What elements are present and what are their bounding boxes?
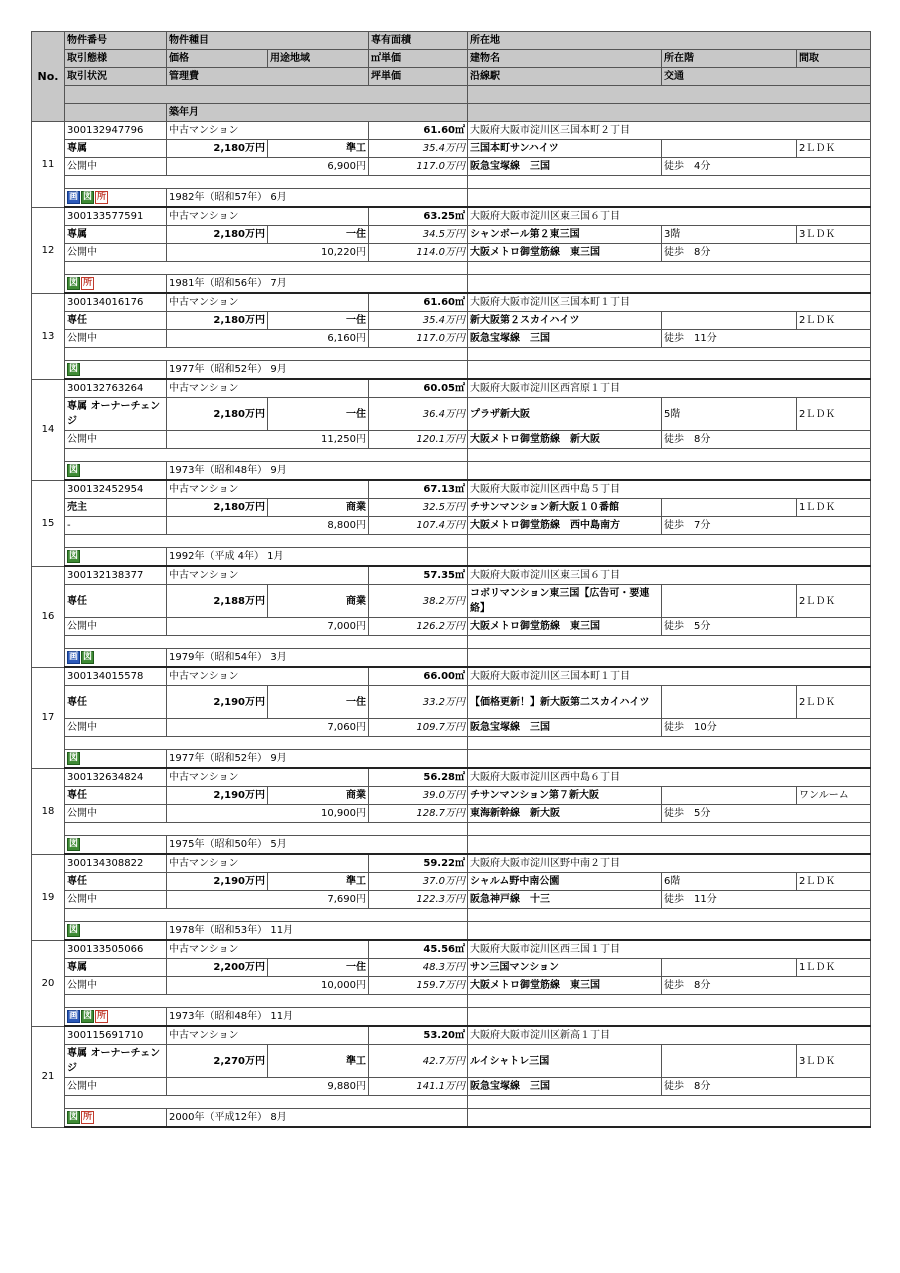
station: 大阪メトロ御堂筋線 東三国 [468, 618, 662, 636]
layout: ワンルーム [797, 787, 871, 805]
layout: 3ＬＤＫ [797, 1045, 871, 1078]
tsubo-price: 117.0万円 [369, 330, 468, 348]
spacer [468, 909, 871, 922]
sqm-price: 37.0万円 [369, 873, 468, 891]
area: 67.13㎡ [369, 480, 468, 499]
building-name: プラザ新大阪 [468, 398, 662, 431]
built-date: 1981年（昭和56年） 7月 [167, 275, 468, 294]
station: 大阪メトロ御堂筋線 東三国 [468, 244, 662, 262]
built-date: 1973年（昭和48年） 9月 [167, 462, 468, 481]
badge-cell [65, 189, 167, 208]
area: 59.22㎡ [369, 854, 468, 873]
spacer [468, 1109, 871, 1128]
sqm-price: 36.4万円 [369, 398, 468, 431]
status: - [65, 517, 167, 535]
property-id: 300132452954 [65, 480, 167, 499]
property-type: 中古マンション [167, 293, 369, 312]
built-date: 1973年（昭和48年） 11月 [167, 1008, 468, 1027]
header-floor: 所在階 [662, 50, 797, 68]
management-fee: 6,900円 [167, 158, 369, 176]
address: 大阪府大阪市淀川区三国本町１丁目 [468, 293, 871, 312]
zoning: 一住 [268, 312, 369, 330]
building-name: 新大阪第２スカイハイツ [468, 312, 662, 330]
status: 公開中 [65, 431, 167, 449]
tsubo-price: 120.1万円 [369, 431, 468, 449]
badge-cell [65, 361, 167, 380]
header-sqm-price: ㎡単価 [369, 50, 468, 68]
status: 公開中 [65, 891, 167, 909]
property-id: 300133505066 [65, 940, 167, 959]
zoning: 一住 [268, 226, 369, 244]
property-type: 中古マンション [167, 667, 369, 686]
badge-cell [65, 1109, 167, 1128]
built-date: 1977年（昭和52年） 9月 [167, 361, 468, 380]
property-type: 中古マンション [167, 379, 369, 398]
status: 公開中 [65, 618, 167, 636]
property-table [31, 31, 871, 1128]
address: 大阪府大阪市淀川区新高１丁目 [468, 1026, 871, 1045]
spacer [65, 262, 468, 275]
spacer [65, 823, 468, 836]
zoning: 商業 [268, 585, 369, 618]
layout: 3ＬＤＫ [797, 226, 871, 244]
property-id: 300115691710 [65, 1026, 167, 1045]
record-no: 12 [32, 207, 65, 293]
record-no: 21 [32, 1026, 65, 1127]
badge-cell [65, 649, 167, 668]
zoning: 一住 [268, 686, 369, 719]
spacer [468, 649, 871, 668]
building-name: 三国本町サンハイツ [468, 140, 662, 158]
price: 2,190万円 [167, 686, 268, 719]
deal-type: 売主 [65, 499, 167, 517]
layout: 2ＬＤＫ [797, 398, 871, 431]
sqm-price: 42.7万円 [369, 1045, 468, 1078]
header-area: 専有面積 [369, 32, 468, 50]
price: 2,190万円 [167, 787, 268, 805]
location-badge-icon: 所 [96, 191, 106, 202]
zoning: 商業 [268, 787, 369, 805]
spacer [468, 922, 871, 941]
address: 大阪府大阪市淀川区三国本町２丁目 [468, 122, 871, 140]
deal-type: 専属 [65, 140, 167, 158]
header-tsubo-price: 坪単価 [369, 68, 468, 86]
property-id: 300134015578 [65, 667, 167, 686]
property-type: 中古マンション [167, 122, 369, 140]
records-body [32, 122, 871, 1128]
spacer [468, 262, 871, 275]
floorplan-badge-icon: 図 [68, 924, 78, 935]
address: 大阪府大阪市淀川区西中島６丁目 [468, 768, 871, 787]
sqm-price: 35.4万円 [369, 140, 468, 158]
price: 2,180万円 [167, 312, 268, 330]
header-address: 所在地 [468, 32, 871, 50]
property-type: 中古マンション [167, 207, 369, 226]
image-badge-icon: 画 [68, 651, 78, 662]
station: 阪急宝塚線 三国 [468, 719, 662, 737]
spacer [468, 737, 871, 750]
access: 徒歩 8分 [662, 977, 871, 995]
address: 大阪府大阪市淀川区野中南２丁目 [468, 854, 871, 873]
deal-type: 専属 [65, 959, 167, 977]
property-type: 中古マンション [167, 940, 369, 959]
header-zoning: 用途地域 [268, 50, 369, 68]
property-id: 300132634824 [65, 768, 167, 787]
management-fee: 6,160円 [167, 330, 369, 348]
location-badge-icon: 所 [82, 1111, 92, 1122]
header-building: 建物名 [468, 50, 662, 68]
deal-type: 専任 [65, 312, 167, 330]
spacer [468, 361, 871, 380]
floorplan-badge-icon: 図 [68, 464, 78, 475]
sqm-price: 32.5万円 [369, 499, 468, 517]
record-no: 14 [32, 379, 65, 480]
spacer [468, 462, 871, 481]
floorplan-badge-icon: 図 [68, 1111, 78, 1122]
property-id: 300132138377 [65, 566, 167, 585]
access: 徒歩 4分 [662, 158, 871, 176]
record-no: 17 [32, 667, 65, 768]
spacer [65, 449, 468, 462]
spacer [468, 1008, 871, 1027]
property-id: 300132763264 [65, 379, 167, 398]
management-fee: 7,000円 [167, 618, 369, 636]
station: 阪急宝塚線 三国 [468, 1078, 662, 1096]
property-type: 中古マンション [167, 480, 369, 499]
floorplan-badge-icon: 図 [82, 191, 92, 202]
price: 2,200万円 [167, 959, 268, 977]
sqm-price: 38.2万円 [369, 585, 468, 618]
access: 徒歩 11分 [662, 891, 871, 909]
floorplan-badge-icon: 図 [68, 752, 78, 763]
management-fee: 9,880円 [167, 1078, 369, 1096]
price: 2,180万円 [167, 226, 268, 244]
floor [662, 1045, 797, 1078]
built-date: 1992年（平成 4年） 1月 [167, 548, 468, 567]
badge-cell [65, 1008, 167, 1027]
price: 2,180万円 [167, 499, 268, 517]
address: 大阪府大阪市淀川区東三国６丁目 [468, 566, 871, 585]
area: 57.35㎡ [369, 566, 468, 585]
access: 徒歩 5分 [662, 618, 871, 636]
zoning: 一住 [268, 959, 369, 977]
spacer [65, 348, 468, 361]
price: 2,188万円 [167, 585, 268, 618]
deal-type: 専任 [65, 787, 167, 805]
price: 2,190万円 [167, 873, 268, 891]
record-no: 20 [32, 940, 65, 1026]
spacer [65, 909, 468, 922]
price: 2,180万円 [167, 140, 268, 158]
property-id: 300134308822 [65, 854, 167, 873]
area: 45.56㎡ [369, 940, 468, 959]
station: 阪急宝塚線 三国 [468, 330, 662, 348]
deal-type: 専任 [65, 873, 167, 891]
spacer [468, 836, 871, 855]
layout: 2ＬＤＫ [797, 140, 871, 158]
tsubo-price: 117.0万円 [369, 158, 468, 176]
zoning: 一住 [268, 398, 369, 431]
area: 56.28㎡ [369, 768, 468, 787]
zoning: 準工 [268, 873, 369, 891]
badge-cell [65, 922, 167, 941]
record-no: 18 [32, 768, 65, 854]
header-property-id: 物件番号 [65, 32, 167, 50]
access: 徒歩 8分 [662, 431, 871, 449]
location-badge-icon: 所 [82, 277, 92, 288]
spacer [65, 176, 468, 189]
address: 大阪府大阪市淀川区東三国６丁目 [468, 207, 871, 226]
header-layout: 間取 [797, 50, 871, 68]
tsubo-price: 114.0万円 [369, 244, 468, 262]
spacer [468, 189, 871, 208]
floorplan-badge-icon: 図 [68, 838, 78, 849]
header-spacer [468, 104, 871, 122]
building-name: 【価格更新！】新大阪第二スカイハイツ [468, 686, 662, 719]
floor [662, 585, 797, 618]
management-fee: 10,000円 [167, 977, 369, 995]
deal-type: 専属 オーナーチェンジ [65, 398, 167, 431]
management-fee: 8,800円 [167, 517, 369, 535]
area: 60.05㎡ [369, 379, 468, 398]
image-badge-icon: 画 [68, 191, 78, 202]
badge-cell [65, 462, 167, 481]
spacer [65, 636, 468, 649]
sqm-price: 33.2万円 [369, 686, 468, 719]
management-fee: 7,060円 [167, 719, 369, 737]
status: 公開中 [65, 244, 167, 262]
spacer [468, 535, 871, 548]
floor [662, 959, 797, 977]
built-date: 1975年（昭和50年） 5月 [167, 836, 468, 855]
access: 徒歩 8分 [662, 244, 871, 262]
image-badge-icon: 画 [68, 1010, 78, 1021]
access: 徒歩 11分 [662, 330, 871, 348]
record-no: 16 [32, 566, 65, 667]
floor: 3階 [662, 226, 797, 244]
area: 53.20㎡ [369, 1026, 468, 1045]
header-built-date: 築年月 [167, 104, 468, 122]
spacer [65, 995, 468, 1008]
floorplan-badge-icon: 図 [68, 363, 78, 374]
access: 徒歩 5分 [662, 805, 871, 823]
access: 徒歩 10分 [662, 719, 871, 737]
station: 阪急宝塚線 三国 [468, 158, 662, 176]
layout: 1ＬＤＫ [797, 499, 871, 517]
area: 63.25㎡ [369, 207, 468, 226]
address: 大阪府大阪市淀川区三国本町１丁目 [468, 667, 871, 686]
badge-cell [65, 836, 167, 855]
layout: 2ＬＤＫ [797, 585, 871, 618]
property-type: 中古マンション [167, 566, 369, 585]
layout: 2ＬＤＫ [797, 312, 871, 330]
zoning: 商業 [268, 499, 369, 517]
spacer [65, 737, 468, 750]
header-spacer [65, 86, 468, 104]
badge-cell [65, 548, 167, 567]
built-date: 1979年（昭和54年） 3月 [167, 649, 468, 668]
built-date: 1982年（昭和57年） 6月 [167, 189, 468, 208]
floorplan-badge-icon: 図 [82, 651, 92, 662]
status: 公開中 [65, 158, 167, 176]
price: 2,270万円 [167, 1045, 268, 1078]
building-name: サン三国マンション [468, 959, 662, 977]
management-fee: 10,220円 [167, 244, 369, 262]
floorplan-badge-icon: 図 [68, 550, 78, 561]
header-no: No. [32, 32, 65, 122]
floor: 6階 [662, 873, 797, 891]
header-deal-type: 取引態様 [65, 50, 167, 68]
deal-type: 専任 [65, 585, 167, 618]
built-date: 1978年（昭和53年） 11月 [167, 922, 468, 941]
tsubo-price: 159.7万円 [369, 977, 468, 995]
property-id: 300132947796 [65, 122, 167, 140]
built-date: 1977年（昭和52年） 9月 [167, 750, 468, 769]
property-id: 300134016176 [65, 293, 167, 312]
sqm-price: 39.0万円 [369, 787, 468, 805]
station: 阪急神戸線 十三 [468, 891, 662, 909]
location-badge-icon: 所 [96, 1010, 106, 1021]
floor [662, 499, 797, 517]
sqm-price: 35.4万円 [369, 312, 468, 330]
area: 66.00㎡ [369, 667, 468, 686]
record-no: 15 [32, 480, 65, 566]
building-name: シャルム野中南公園 [468, 873, 662, 891]
tsubo-price: 126.2万円 [369, 618, 468, 636]
header-price: 価格 [167, 50, 268, 68]
status: 公開中 [65, 977, 167, 995]
spacer [468, 348, 871, 361]
area: 61.60㎡ [369, 122, 468, 140]
management-fee: 10,900円 [167, 805, 369, 823]
spacer [65, 535, 468, 548]
tsubo-price: 107.4万円 [369, 517, 468, 535]
property-type: 中古マンション [167, 1026, 369, 1045]
station: 大阪メトロ御堂筋線 東三国 [468, 977, 662, 995]
built-date: 2000年（平成12年） 8月 [167, 1109, 468, 1128]
record-no: 19 [32, 854, 65, 940]
spacer [468, 176, 871, 189]
status: 公開中 [65, 330, 167, 348]
deal-type: 専属 オーナーチェンジ [65, 1045, 167, 1078]
station: 大阪メトロ御堂筋線 新大阪 [468, 431, 662, 449]
spacer [468, 275, 871, 294]
floorplan-badge-icon: 図 [82, 1010, 92, 1021]
building-name: チサンマンション新大阪１０番館 [468, 499, 662, 517]
table-header [32, 32, 871, 122]
header-status: 取引状況 [65, 68, 167, 86]
address: 大阪府大阪市淀川区西宮原１丁目 [468, 379, 871, 398]
management-fee: 7,690円 [167, 891, 369, 909]
property-id: 300133577591 [65, 207, 167, 226]
spacer [468, 449, 871, 462]
tsubo-price: 128.7万円 [369, 805, 468, 823]
tsubo-price: 122.3万円 [369, 891, 468, 909]
floor [662, 686, 797, 719]
spacer [468, 750, 871, 769]
floor [662, 787, 797, 805]
listing-sheet [31, 31, 870, 1128]
zoning: 準工 [268, 1045, 369, 1078]
spacer [468, 1096, 871, 1109]
header-access: 交通 [662, 68, 871, 86]
record-no: 13 [32, 293, 65, 379]
header-mgmt-fee: 管理費 [167, 68, 369, 86]
sqm-price: 34.5万円 [369, 226, 468, 244]
area: 61.60㎡ [369, 293, 468, 312]
status: 公開中 [65, 1078, 167, 1096]
spacer [65, 1096, 468, 1109]
badge-cell [65, 750, 167, 769]
station: 東海新幹線 新大阪 [468, 805, 662, 823]
building-name: シャンボール第２東三国 [468, 226, 662, 244]
deal-type: 専任 [65, 686, 167, 719]
status: 公開中 [65, 805, 167, 823]
layout: 2ＬＤＫ [797, 873, 871, 891]
address: 大阪府大阪市淀川区西中島５丁目 [468, 480, 871, 499]
access: 徒歩 8分 [662, 1078, 871, 1096]
status: 公開中 [65, 719, 167, 737]
property-type: 中古マンション [167, 854, 369, 873]
zoning: 準工 [268, 140, 369, 158]
header-property-type: 物件種目 [167, 32, 369, 50]
floorplan-badge-icon: 図 [68, 277, 78, 288]
floor [662, 140, 797, 158]
spacer [468, 995, 871, 1008]
deal-type: 専属 [65, 226, 167, 244]
station: 大阪メトロ御堂筋線 西中島南方 [468, 517, 662, 535]
spacer [468, 548, 871, 567]
header-spacer [468, 86, 871, 104]
building-name: ルイシャトレ三国 [468, 1045, 662, 1078]
floor: 5階 [662, 398, 797, 431]
header-spacer [65, 104, 167, 122]
record-no: 11 [32, 122, 65, 208]
tsubo-price: 109.7万円 [369, 719, 468, 737]
tsubo-price: 141.1万円 [369, 1078, 468, 1096]
layout: 2ＬＤＫ [797, 686, 871, 719]
access: 徒歩 7分 [662, 517, 871, 535]
badge-cell [65, 275, 167, 294]
floor [662, 312, 797, 330]
price: 2,180万円 [167, 398, 268, 431]
sqm-price: 48.3万円 [369, 959, 468, 977]
spacer [468, 636, 871, 649]
address: 大阪府大阪市淀川区西三国１丁目 [468, 940, 871, 959]
spacer [468, 823, 871, 836]
building-name: コボリマンション東三国【広告可・要連絡】 [468, 585, 662, 618]
property-type: 中古マンション [167, 768, 369, 787]
building-name: チサンマンション第７新大阪 [468, 787, 662, 805]
layout: 1ＬＤＫ [797, 959, 871, 977]
header-station: 沿線駅 [468, 68, 662, 86]
management-fee: 11,250円 [167, 431, 369, 449]
